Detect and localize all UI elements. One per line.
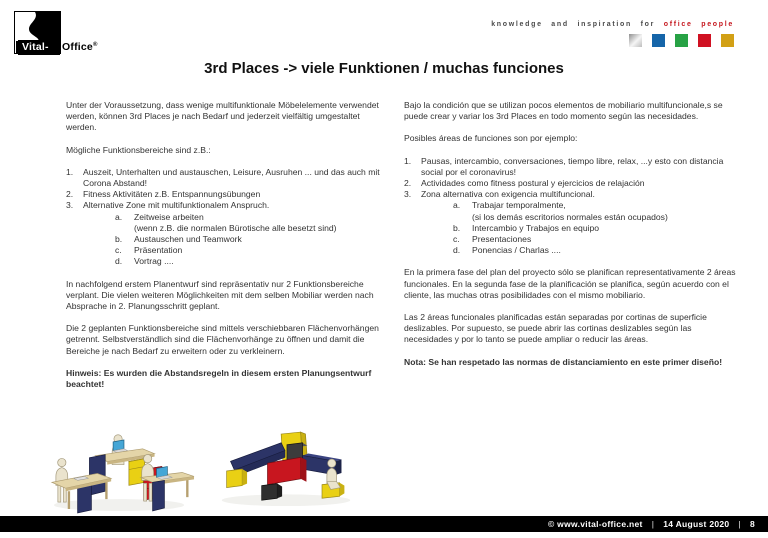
list-marker: 3.	[66, 200, 74, 211]
sub-list-item	[404, 234, 736, 245]
sub-line: (si los demás escritorios normales están ocupados)	[472, 211, 668, 222]
list-marker: c.	[453, 234, 460, 245]
list-text: Intercambio y Trabajos en equipo	[472, 222, 600, 233]
sub-line: Trabajar temporalmente,	[472, 200, 566, 211]
sub-line: Zeitweise arbeiten	[134, 211, 204, 222]
list-item	[404, 156, 736, 178]
logo-word-vital: Vital-	[18, 40, 60, 55]
list-marker: a.	[453, 200, 461, 211]
spanish-column	[404, 100, 736, 379]
list-text	[472, 200, 736, 222]
list-item	[66, 167, 392, 189]
registered-mark-icon: ®	[92, 41, 98, 48]
list-item	[66, 189, 392, 200]
list-text: Austauschen und Teamwork	[134, 234, 242, 245]
list-marker: a.	[115, 211, 123, 222]
yellow-cube-left	[227, 469, 247, 487]
list-marker: d.	[115, 256, 123, 267]
list-marker: 1.	[66, 166, 74, 177]
sub-list-item	[404, 245, 736, 256]
brand-square-blue	[652, 34, 665, 47]
list-text: Actividades como fitness postural y ejercicios de relajación	[421, 178, 645, 189]
sub-line: (wenn z.B. die normalen Bürotische alle besetzt sind)	[134, 222, 337, 233]
list-text: Auszeit, Unterhalten und austauschen, Leisure, Ausruhen ... und das auch mit Corona Abstand!	[83, 166, 380, 189]
footer-copyright: © www.vital-office.net	[547, 519, 643, 529]
footer-page-number: 8	[749, 519, 755, 529]
sub-list-item	[404, 223, 736, 234]
spanish-numbered-list	[404, 156, 736, 257]
german-column	[66, 100, 392, 401]
brand-color-squares	[629, 34, 734, 47]
brand-square-silver	[629, 34, 642, 47]
german-numbered-list	[66, 167, 392, 268]
lounge-seating-illustration	[213, 430, 359, 513]
list-marker: 2.	[404, 178, 412, 189]
logo-word-office: Office	[62, 41, 93, 53]
german-note: Hinweis: Es wurden die Abstandsregeln in diesem ersten Planungsentwurf beachtet!	[66, 367, 372, 390]
list-marker: 3.	[404, 189, 412, 200]
sub-list-item	[66, 212, 392, 234]
tagline-accent: office people	[663, 21, 734, 28]
sub-list-item	[66, 234, 392, 245]
footer-separator: |	[651, 519, 655, 529]
logo-wordmark	[18, 40, 98, 55]
footer-date: 14 August 2020	[663, 519, 730, 529]
german-list-lead: Mögliche Funktionsbereiche sind z.B.:	[66, 144, 211, 155]
list-text: Pausas, intercambio, conversaciones, tiempo libre, relax, ...y esto con distancia social por el coronavirus!	[421, 155, 724, 177]
list-marker: b.	[115, 234, 123, 245]
footer-bar	[0, 516, 768, 532]
list-marker: c.	[115, 245, 122, 256]
list-marker: 1.	[404, 155, 412, 166]
footer-separator: |	[738, 519, 741, 529]
tagline	[491, 21, 734, 28]
standing-desks-illustration	[48, 426, 196, 515]
sub-list-item	[66, 245, 392, 256]
list-marker: b.	[453, 222, 461, 233]
spanish-note: Nota: Se han respetado las normas de distanciamiento en este primer diseño!	[404, 356, 723, 367]
list-text: Fitness Aktivitäten z.B. Entspannungsübungen	[83, 189, 261, 200]
brand-square-green	[675, 34, 688, 47]
list-text: Presentaciones	[472, 234, 532, 245]
list-text: Präsentation	[134, 245, 183, 256]
vital-office-logo	[14, 11, 134, 59]
spanish-list-lead: Posibles áreas de funciones son por ejemplo:	[404, 133, 578, 144]
list-text	[134, 212, 392, 234]
list-item	[404, 189, 736, 200]
spanish-paragraph-3: Las 2 áreas funcionales planificadas están separadas por cortinas de superficie deslizables. Por supuesto, se puede abrir las cortinas deslizables según las necesidades y por lo tanto se puede ampliar o reducir las áreas.	[404, 312, 707, 345]
list-text: Alternative Zone mit multifunktionalem Anspruch.	[83, 200, 270, 211]
sub-list-item	[404, 200, 736, 222]
german-paragraph-3: Die 2 geplanten Funktionsbereiche sind mittels verschiebbaren Flächenvorhängen getrennt. Selbstverständlich sind die Flächenvorhänge zu öffnen und damit die Bereiche je nach Bedarf zu erweitern oder zu verkleinern.	[66, 323, 379, 356]
sub-list-item	[66, 256, 392, 267]
page-title: 3rd Places -> viele Funktionen / muchas funciones	[204, 60, 564, 77]
laptop-center	[113, 440, 128, 453]
laptop-right	[157, 467, 173, 480]
list-item	[66, 200, 392, 211]
german-intro-paragraph: Unter der Voraussetzung, dass wenige multifunktionale Möbelelemente verwendet werden, können 3rd Places je nach Bedarf und jederzeit vielfältig umgestaltet werden.	[66, 100, 379, 133]
german-paragraph-2: In nachfolgend erstem Planentwurf sind repräsentativ nur 2 Funktionsbereiche verplant. Die vielen weiteren Möglichkeiten mit dem selben Mobiliar werden nach Absprache in 2. Planungsschritt geplant.	[66, 278, 374, 312]
list-text: Vortrag ....	[134, 256, 174, 267]
list-item	[404, 178, 736, 189]
list-marker: 2.	[66, 189, 74, 200]
list-marker: d.	[453, 245, 461, 256]
list-text: Zona alternativa con exigencia multifuncional.	[421, 189, 595, 200]
brand-square-red	[698, 34, 711, 47]
spanish-paragraph-2: En la primera fase del plan del proyecto sólo se planifican representativamente 2 áreas funcionales. En la segunda fase de la planificación se planifica, según acuerdo con el cliente, las muchas otras posibilidades con el mismo mobiliario.	[404, 267, 736, 300]
brand-square-gold	[721, 34, 734, 47]
list-text: Ponencias / Charlas ....	[472, 245, 561, 256]
spanish-intro-paragraph: Bajo la condición que se utilizan pocos elementos de mobiliario multifuncionale,s se puede crear y variar los 3rd Places en todo momento según las necesidades.	[404, 100, 723, 122]
tagline-prefix: knowledge and inspiration for	[491, 21, 656, 28]
